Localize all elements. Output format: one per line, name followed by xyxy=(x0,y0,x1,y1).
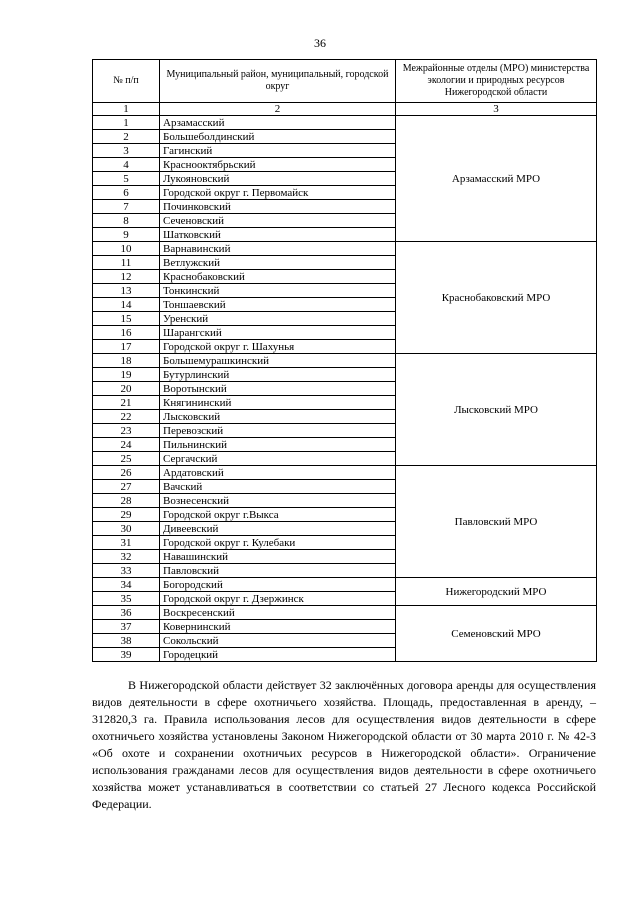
row-number: 19 xyxy=(93,368,160,382)
row-number: 37 xyxy=(93,620,160,634)
district-name: Городской округ г. Шахунья xyxy=(160,340,396,354)
body-paragraph: В Нижегородской области действует 32 заключённых договора аренды для осуществления видов деятельности в сфере охотничьего хозяйства. Площадь, предоставленная в аренду, – 312820,3 га. Правила использования лесов для осуществления видов деятельности в сфере охотничьего хозяйства установлены Законом Нижегородской области от 30 марта 2010 г. № 42-З «Об охоте и сохранении охотничьих ресурсов в Нижегородской области». Ограничение использования гражданами лесов для осуществления видов деятельности в сфере охотничьего хозяйства может устанавливаться в соответствии со статьей 27 Лесного кодекса Российской Федерации. xyxy=(92,678,596,811)
table-row xyxy=(93,116,597,130)
district-name: Дивеевский xyxy=(160,522,396,536)
row-number: 32 xyxy=(93,550,160,564)
district-name: Вознесенский xyxy=(160,494,396,508)
row-number: 27 xyxy=(93,480,160,494)
table-row xyxy=(93,354,597,368)
district-name: Навашинский xyxy=(160,550,396,564)
row-number: 24 xyxy=(93,438,160,452)
district-name: Городской округ г. Кулебаки xyxy=(160,536,396,550)
header-number: № п/п xyxy=(93,60,160,103)
row-number: 14 xyxy=(93,298,160,312)
row-number: 38 xyxy=(93,634,160,648)
department-name: Нижегородский МРО xyxy=(396,578,597,606)
district-name: Бутурлинский xyxy=(160,368,396,382)
row-number: 35 xyxy=(93,592,160,606)
row-number: 7 xyxy=(93,200,160,214)
district-name: Пильнинский xyxy=(160,438,396,452)
row-number: 10 xyxy=(93,242,160,256)
row-number: 36 xyxy=(93,606,160,620)
district-name: Воскресенский xyxy=(160,606,396,620)
row-number: 3 xyxy=(93,144,160,158)
district-name: Богородский xyxy=(160,578,396,592)
district-name: Уренский xyxy=(160,312,396,326)
district-name: Вачский xyxy=(160,480,396,494)
row-number: 13 xyxy=(93,284,160,298)
row-number: 26 xyxy=(93,466,160,480)
row-number: 4 xyxy=(93,158,160,172)
table-row xyxy=(93,466,597,480)
district-name: Городской округ г.Выкса xyxy=(160,508,396,522)
table-body xyxy=(93,116,597,662)
row-number: 2 xyxy=(93,130,160,144)
district-name: Городецкий xyxy=(160,648,396,662)
department-name: Лысковский МРО xyxy=(396,354,597,466)
row-number: 23 xyxy=(93,424,160,438)
district-name: Ардатовский xyxy=(160,466,396,480)
district-name: Городской округ г. Первомайск xyxy=(160,186,396,200)
department-name: Семеновский МРО xyxy=(396,606,597,662)
district-name: Краснобаковский xyxy=(160,270,396,284)
row-number: 39 xyxy=(93,648,160,662)
district-name: Сокольский xyxy=(160,634,396,648)
district-name: Сеченовский xyxy=(160,214,396,228)
row-number: 30 xyxy=(93,522,160,536)
row-number: 12 xyxy=(93,270,160,284)
row-number: 33 xyxy=(93,564,160,578)
district-name: Варнавинский xyxy=(160,242,396,256)
header-department: Межрайонные отделы (МРО) министерства экологии и природных ресурсов Нижегородской области xyxy=(396,60,597,103)
row-number: 29 xyxy=(93,508,160,522)
table-row xyxy=(93,578,597,592)
row-number: 9 xyxy=(93,228,160,242)
header-district: Муниципальный район, муниципальный, городской округ xyxy=(160,60,396,103)
row-number: 28 xyxy=(93,494,160,508)
district-name: Княгининский xyxy=(160,396,396,410)
page-number: 36 xyxy=(314,36,326,50)
column-number-3: 3 xyxy=(396,103,597,116)
district-name: Краснооктябрьский xyxy=(160,158,396,172)
district-name: Гагинский xyxy=(160,144,396,158)
row-number: 22 xyxy=(93,410,160,424)
district-name: Лысковский xyxy=(160,410,396,424)
column-number-row xyxy=(93,103,597,116)
district-name: Ковернинский xyxy=(160,620,396,634)
row-number: 15 xyxy=(93,312,160,326)
column-number-2: 2 xyxy=(160,103,396,116)
district-name: Павловский xyxy=(160,564,396,578)
row-number: 11 xyxy=(93,256,160,270)
row-number: 6 xyxy=(93,186,160,200)
row-number: 5 xyxy=(93,172,160,186)
table-row xyxy=(93,242,597,256)
row-number: 20 xyxy=(93,382,160,396)
row-number: 21 xyxy=(93,396,160,410)
row-number: 34 xyxy=(93,578,160,592)
column-number-1: 1 xyxy=(93,103,160,116)
district-name: Ветлужский xyxy=(160,256,396,270)
row-number: 17 xyxy=(93,340,160,354)
district-name: Большеболдинский xyxy=(160,130,396,144)
row-number: 31 xyxy=(93,536,160,550)
district-name: Шатковский xyxy=(160,228,396,242)
department-name: Краснобаковский МРО xyxy=(396,242,597,354)
department-name: Павловский МРО xyxy=(396,466,597,578)
table-row xyxy=(93,606,597,620)
district-name: Шарангский xyxy=(160,326,396,340)
district-name: Большемурашкинский xyxy=(160,354,396,368)
row-number: 25 xyxy=(93,452,160,466)
district-name: Тоншаевский xyxy=(160,298,396,312)
districts-table xyxy=(92,59,597,662)
district-name: Воротынский xyxy=(160,382,396,396)
district-name: Перевозский xyxy=(160,424,396,438)
row-number: 18 xyxy=(93,354,160,368)
district-name: Починковский xyxy=(160,200,396,214)
row-number: 1 xyxy=(93,116,160,130)
row-number: 16 xyxy=(93,326,160,340)
district-name: Тонкинский xyxy=(160,284,396,298)
district-name: Арзамасский xyxy=(160,116,396,130)
department-name: Арзамасский МРО xyxy=(396,116,597,242)
table-header-row xyxy=(93,60,597,103)
district-name: Городской округ г. Дзержинск xyxy=(160,592,396,606)
district-name: Лукояновский xyxy=(160,172,396,186)
district-name: Сергачский xyxy=(160,452,396,466)
row-number: 8 xyxy=(93,214,160,228)
